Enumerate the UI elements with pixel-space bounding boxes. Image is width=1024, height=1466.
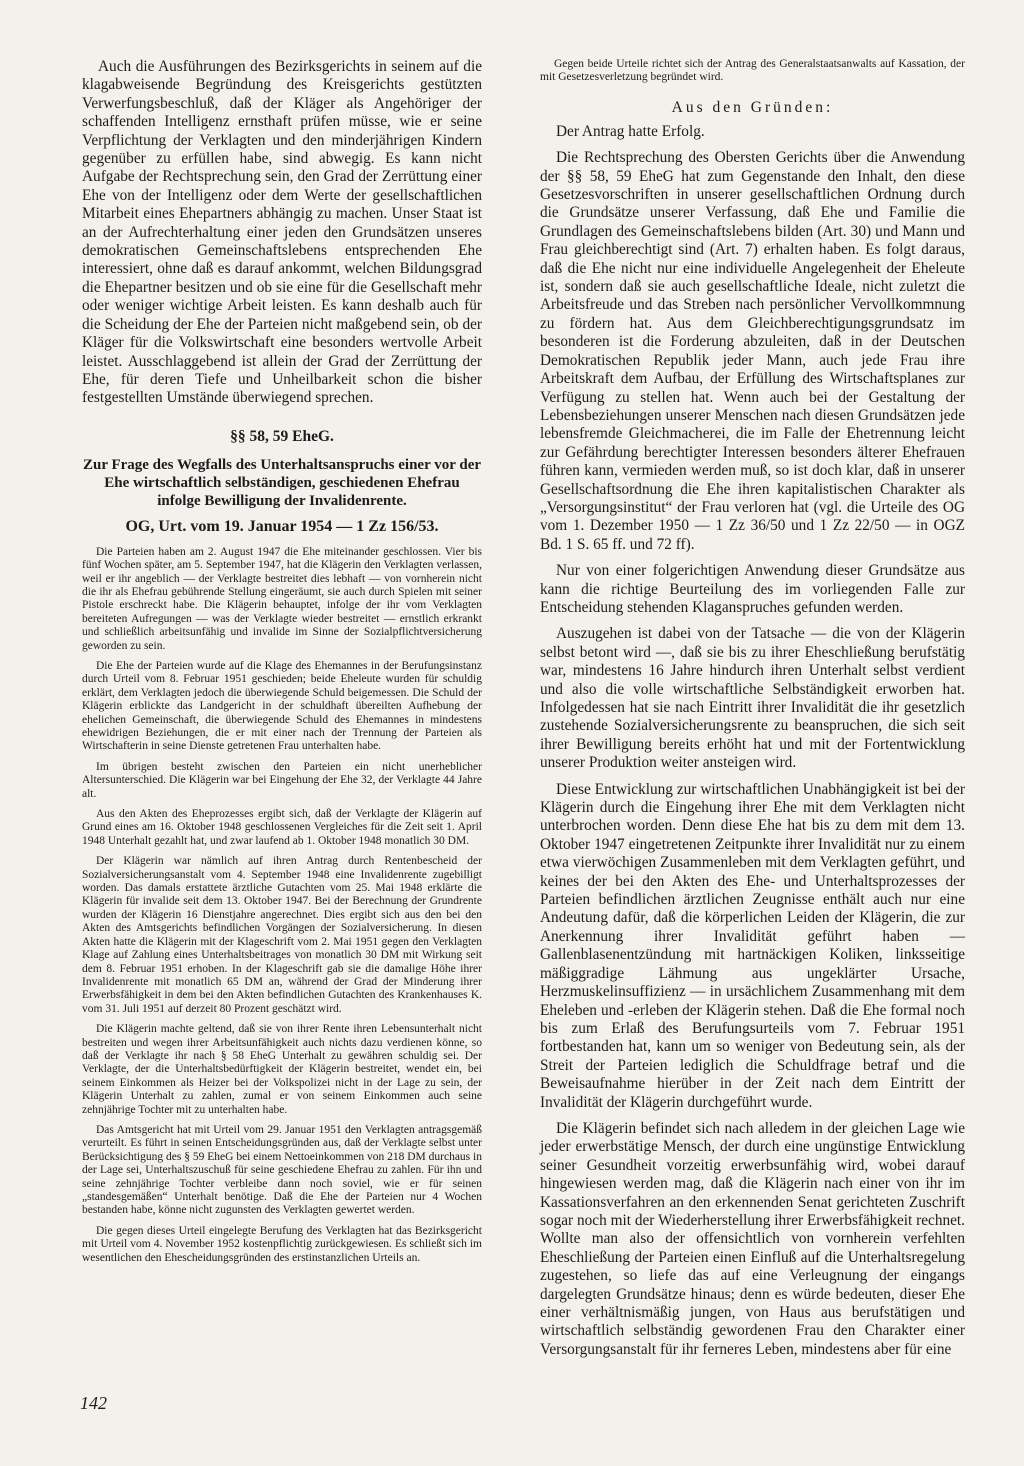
headnote: Zur Frage des Wegfalls des Unterhaltsanspruchs einer vor der Ehe wirtschaftlich selbständigen, geschiedenen Ehefrau infolge Bewilligung der Invalidenrente. — [82, 456, 482, 509]
facts-paragraph: Die Ehe der Parteien wurde auf die Klage des Ehemannes in der Berufungsinstanz durch Urteil vom 8. Februar 1951 geschieden; beide Eheleute wurden für schuldig erklärt, dem Verklagten jedoch die überwiegende Schuld beigemessen. Die Schuld der Klägerin erblickte das Landgericht in der schuldhaft übereilten Aufhebung der ehelichen Gemeinschaft, die überwiegende Schuld des Ehemannes in mindestens ehewidrigen Beziehungen, die er mit einer nach der Trennung der Parteien als Wirtschafterin in seine Dienste getretenen Frau unterhalten habe. — [82, 659, 482, 753]
section-heading: §§ 58, 59 EheG. — [230, 427, 334, 445]
facts-paragraph: Im übrigen besteht zwischen den Parteien ein nicht unerheblicher Altersunterschied. Die Klägerin war bei Eingehung der Ehe 32, der Verklagte 44 Jahre alt. — [82, 760, 482, 800]
facts-paragraph: Der Klägerin war nämlich auf ihren Antrag durch Rentenbescheid der Sozialversicherungsanstalt vom 4. September 1948 eine Invalidenrente zugebilligt worden. Das damals erstattete ärztliche Gutachten vom 25. Mai 1948 erklärte die Klägerin für invalide seit dem 13. Oktober 1947. Bei der Berechnung der Grundrente wurden der Klägerin 16 Dienstjahre angerechnet. Dies ergibt sich aus den bei den Akten des Amtsgerichts befindlichen Vorgängen der Sozialversicherung. In diesen Akten hatte die Klägerin mit der Klageschrift vom 2. Mai 1951 gegen den Verklagten Klage auf Zahlung eines Unterhaltsbeitrages von monatlich 30 DM mit Wirkung seit dem 8. Februar 1951 erhoben. In der Klageschrift gab sie die damalige Höhe ihrer Invalidenrente mit monatlich 65 DM an, während der Grad der Minderung ihrer Erwerbsfähigkeit in dem bei den Akten befindlichen Gutachten des Krankenhauses K. vom 31. Juli 1951 auf derzeit 80 Prozent geschätzt wird. — [82, 855, 482, 1015]
left-column — [82, 58, 482, 1272]
kassation-intro-block — [540, 58, 965, 85]
reasons-paragraph: Nur von einer folgerichtigen Anwendung dieser Grundsätze aus kann die richtige Beurteilung des im vorliegenden Falle zur Entscheidung stehenden Klaganspruches gefunden werden. — [540, 562, 965, 616]
facts-section — [82, 546, 482, 1265]
right-body — [540, 123, 965, 1359]
facts-paragraph: Die Klägerin machte geltend, daß sie von ihrer Rente ihren Lebensunterhalt nicht bestreiten und wegen ihrer Arbeitsunfähigkeit auch nichts dazu verdienen könne, so daß der Verklagte ihr nach § 58 EheG Unterhalt zu gewähren schuldig sei. Der Verklagte, der die Unterhaltsbedürftigkeit der Klägerin bestreitet, wendet ein, bei seinem Einkommen als Heizer bei der Volkspolizei nicht in der Lage zu sein, der Klägerin Unterhalt zu zahlen, zumal er von seinem Einkommen auch seine zehnjährige Tochter mit zu unterhalten habe. — [82, 1023, 482, 1116]
case-citation: OG, Urt. vom 19. Januar 1954 — 1 Zz 156/53. — [125, 517, 439, 535]
reasons-paragraph: Diese Entwicklung zur wirtschaftlichen Unabhängigkeit ist bei der Klägerin durch die Eingehung ihrer Ehe mit dem Verklagten nicht unterbrochen worden. Denn diese Ehe hat bis zu dem mit dem 13. Oktober 1947 eingetretenen Zeitpunkte ihrer Invalidität nur zu einem etwa vierwöchigen Zusammenleben mit dem Verklagten geführt, und keines der bei den Akten des Ehe- und Unterhaltsprozesses der Parteien befindlichen ärztlichen Zeugnisse enthält auch nur eine Andeutung dafür, daß die körperlichen Leiden der Klägerin, die zur Anerkennung ihrer Invalidität geführt haben — Gallenblasenentzündung mit hartnäckigen Koliken, linksseitige mäßiggradige Lähmung aus ungeklärter Ursache, Herzmuskelinsuffizienz — in ursächlichem Zusammenhang mit dem Eheleben und -erleben der Klägerin stehen. Daß die Ehe formal noch bis zum Erlaß des Berufungsurteils vom 7. Februar 1951 fortbestanden hat, kann um so weniger von Bedeutung sein, als der Streit der Parteien lediglich die Schuldfrage betraf und die Beweisaufnahme hierüber in der Zeit nach dem Eintritt der Invalidität der Klägerin durchgeführt wurde. — [540, 780, 965, 1111]
facts-paragraph: Die Parteien haben am 2. August 1947 die Ehe miteinander geschlossen. Vier bis fünf Wochen später, am 5. September 1947, hat die Klägerin den Verklagten verlassen, weil er ihr angeblich — der Verklagte bestreitet dies lebhaft — von vornherein nicht die ihr als Ehefrau gebührende Stellung eingeräumt, sie auch durch Spielen mit seiner Pistole erschreckt habe. Die Klägerin behauptet, infolge der ihr vom Verklagten bereiteten Aufregungen — was der Verklagte wieder bestreitet — ernstlich erkrankt und schließlich arbeitsunfähig und invalide im Sinne der Sozialpflichtversicherung geworden zu sein. — [82, 545, 482, 652]
reasons-paragraph: Auszugehen ist dabei von der Tatsache — die von der Klägerin selbst betont wird —, daß sie bis zu ihrer Eheschließung berufstätig war, mindestens 16 Jahre hindurch ihren Unterhalt selbst verdient und also die volle wirtschaftliche Selbständigkeit erworben hat. Infolgedessen hat sie nach Eintritt ihrer Invalidität die ihr gesetzlich zustehende Sozialversicherungsrente zu beanspruchen, die sich seit ihrer Bewilligung bereits erhöht hat und mit der Fortentwicklung unserer Produktion weiter ansteigen wird. — [540, 625, 965, 772]
facts-paragraph: Aus den Akten des Eheprozesses ergibt sich, daß der Verklagte der Klägerin auf Grund eines am 16. Oktober 1948 geschlossenen Vergleiches für die Zeit seit 1. April 1948 Unterhalt gezahlt hat, und zwar laufend ab 1. Oktober 1948 monatlich 30 DM. — [82, 808, 482, 847]
ruling-line: Der Antrag hatte Erfolg. — [556, 122, 705, 140]
reasons-heading: Aus den Gründen: — [671, 98, 834, 116]
kassation-intro: Gegen beide Urteile richtet sich der Antrag des Generalstaatsanwalts auf Kassation, der mit Gesetzesverletzung begründet wird. — [540, 58, 965, 84]
intro-paragraph: Auch die Ausführungen des Bezirksgerichts in seinem auf die klagabweisende Begründung des Kreisgerichts gestützten Verwerfungsbeschluß, daß der Kläger als Angehöriger der schaffenden Intelligenz ernsthaft prüfen müsse, wie er seine Verpflichtung der Verklagten und den minderjährigen Kindern gegenüber zu erfüllen habe, sind abwegig. Es kann nicht Aufgabe der Rechtsprechung sein, den Grad der Zerrüttung einer Ehe von der Intelligenz oder dem Werte der gesellschaftlichen Mitarbeit eines Ehepartners abhängig zu machen. Unser Staat ist an der Aufrechterhaltung einer jeden den Grundsätzen unseres demokratischen Gemeinschaftslebens entsprechenden Ehe interessiert, ohne daß es darauf ankommt, welchen Bildungsgrad die Ehepartner besitzen und ob sie eine für die Gesellschaft mehr oder weniger wichtige Arbeit leisten. Es kann deshalb auch für die Scheidung der Ehe der Parteien nicht maßgebend sein, ob der Kläger für die Volkswirtschaft eine besonders wertvolle Arbeit leistet. Ausschlaggebend ist allein der Grad der Zerrüttung der Ehe, für deren Tiefe und Unheilbarkeit schon die bisher festgestellten Umstände überwiegend sprechen. — [82, 58, 482, 407]
page-number: 142 — [80, 1393, 107, 1413]
reasons-paragraph: Die Rechtsprechung des Obersten Gerichts über die Anwendung der §§ 58, 59 EheG hat zum Gegenstande den Inhalt, den diese Gesetzesvorschriften in unserer gesellschaftlichen Ordnung durch die Grundsätze unserer Verfassung, daß Ehe und Familie die Grundlagen des Gemeinschaftslebens bilden (Art. 30) und Mann und Frau gleichberechtigt sind (Art. 7) erhalten haben. Es folgt daraus, daß die Ehe nicht nur eine individuelle Angelegenheit der Eheleute ist, sondern daß sie auch gesellschaftliche Ideale, nicht zuletzt die Arbeitsfreude und das Streben nach persönlicher Vervollkommnung zu fördern hat. Aus dem Gleichberechtigungsgrundsatz im besonderen ist die Forderung abzuleiten, daß in der Deutschen Demokratischen Republik jeder Mann, auch jede Frau ihre Arbeitskraft dem Aufbau, der Erfüllung des Wirtschaftsplanes zur Verfügung zu stellen hat. Wenn auch bei der Gestaltung der Lebensbeziehungen unserer Menschen nach diesen Grundsätzen jede lebensfremde Gleichmacherei, die im Falle der Ehetrennung leicht zur Gefährdung berechtigter Interessen besonders älterer Ehefrauen führen kann, vermieden werden muß, so ist doch klar, daß in unserer Gesellschaftsordnung die Ehe ihren kapitalistischen Charakter als „Versorgungsinstitut“ der Frau verloren hat (vgl. die Urteile des OG vom 1. Dezember 1950 — 1 Zz 36/50 und 1 Zz 22/50 — in OGZ Bd. 1 S. 65 ff. und 72 ff). — [540, 149, 965, 553]
facts-paragraph: Die gegen dieses Urteil eingelegte Berufung des Verklagten hat das Bezirksgericht mit Urteil vom 4. November 1952 kostenpflichtig zurückgewiesen. Es schließt sich im wesentlichen den Ehescheidungsgründen des erstinstanzlichen Urteils an. — [82, 1224, 482, 1264]
left-body — [82, 58, 482, 408]
right-column — [540, 58, 965, 1367]
facts-paragraph: Das Amtsgericht hat mit Urteil vom 29. Januar 1951 den Verklagten antragsgemäß verurteilt. Es führt in seinen Entscheidungsgründen aus, daß der Verklagte selbst unter Berücksichtigung des § 59 EheG bei einem Nettoeinkommen von 218 DM durchaus in der Lage sei, Unterhaltszuschuß für seine geschiedene Ehefrau zu zahlen. Für ihn und seine zehnjährige Tochter verbleibe dann noch soviel, wie er für seinen „standesgemäßen“ Unterhalt benötige. Daß die Ehe der Parteien nur 4 Wochen bestanden habe, könne nicht zugunsten des Verklagten gewertet werden. — [82, 1123, 482, 1217]
reasons-paragraph: Die Klägerin befindet sich nach alledem in der gleichen Lage wie jeder erwerbstätige Mensch, der durch eine ungünstige Entwicklung seiner Gesundheit vorzeitig erwerbsunfähig wird, wobei darauf hingewiesen werden mag, daß die Klägerin nach einer von ihr im Kassationsverfahren an den erkennenden Senat gerichteten Zuschrift sogar noch mit der Wiederherstellung ihrer Erwerbsfähigkeit rechnet. Wollte man also der offensichtlich von vornherein verfehlten Eheschließung der Parteien einen Einfluß auf die Unterhaltsregelung zugestehen, so liefe das auf eine Verleugnung der eingangs dargelegten Grundsätze hinaus; denn es würde bedeuten, dieser Ehe einer verhältnismäßig jungen, von Haus aus berufstätigen und wirtschaftlich selbständig gewordenen Frau den Charakter einer Versorgungsanstalt für ihr ferneres Leben, mindestens aber für eine — [540, 1119, 965, 1358]
